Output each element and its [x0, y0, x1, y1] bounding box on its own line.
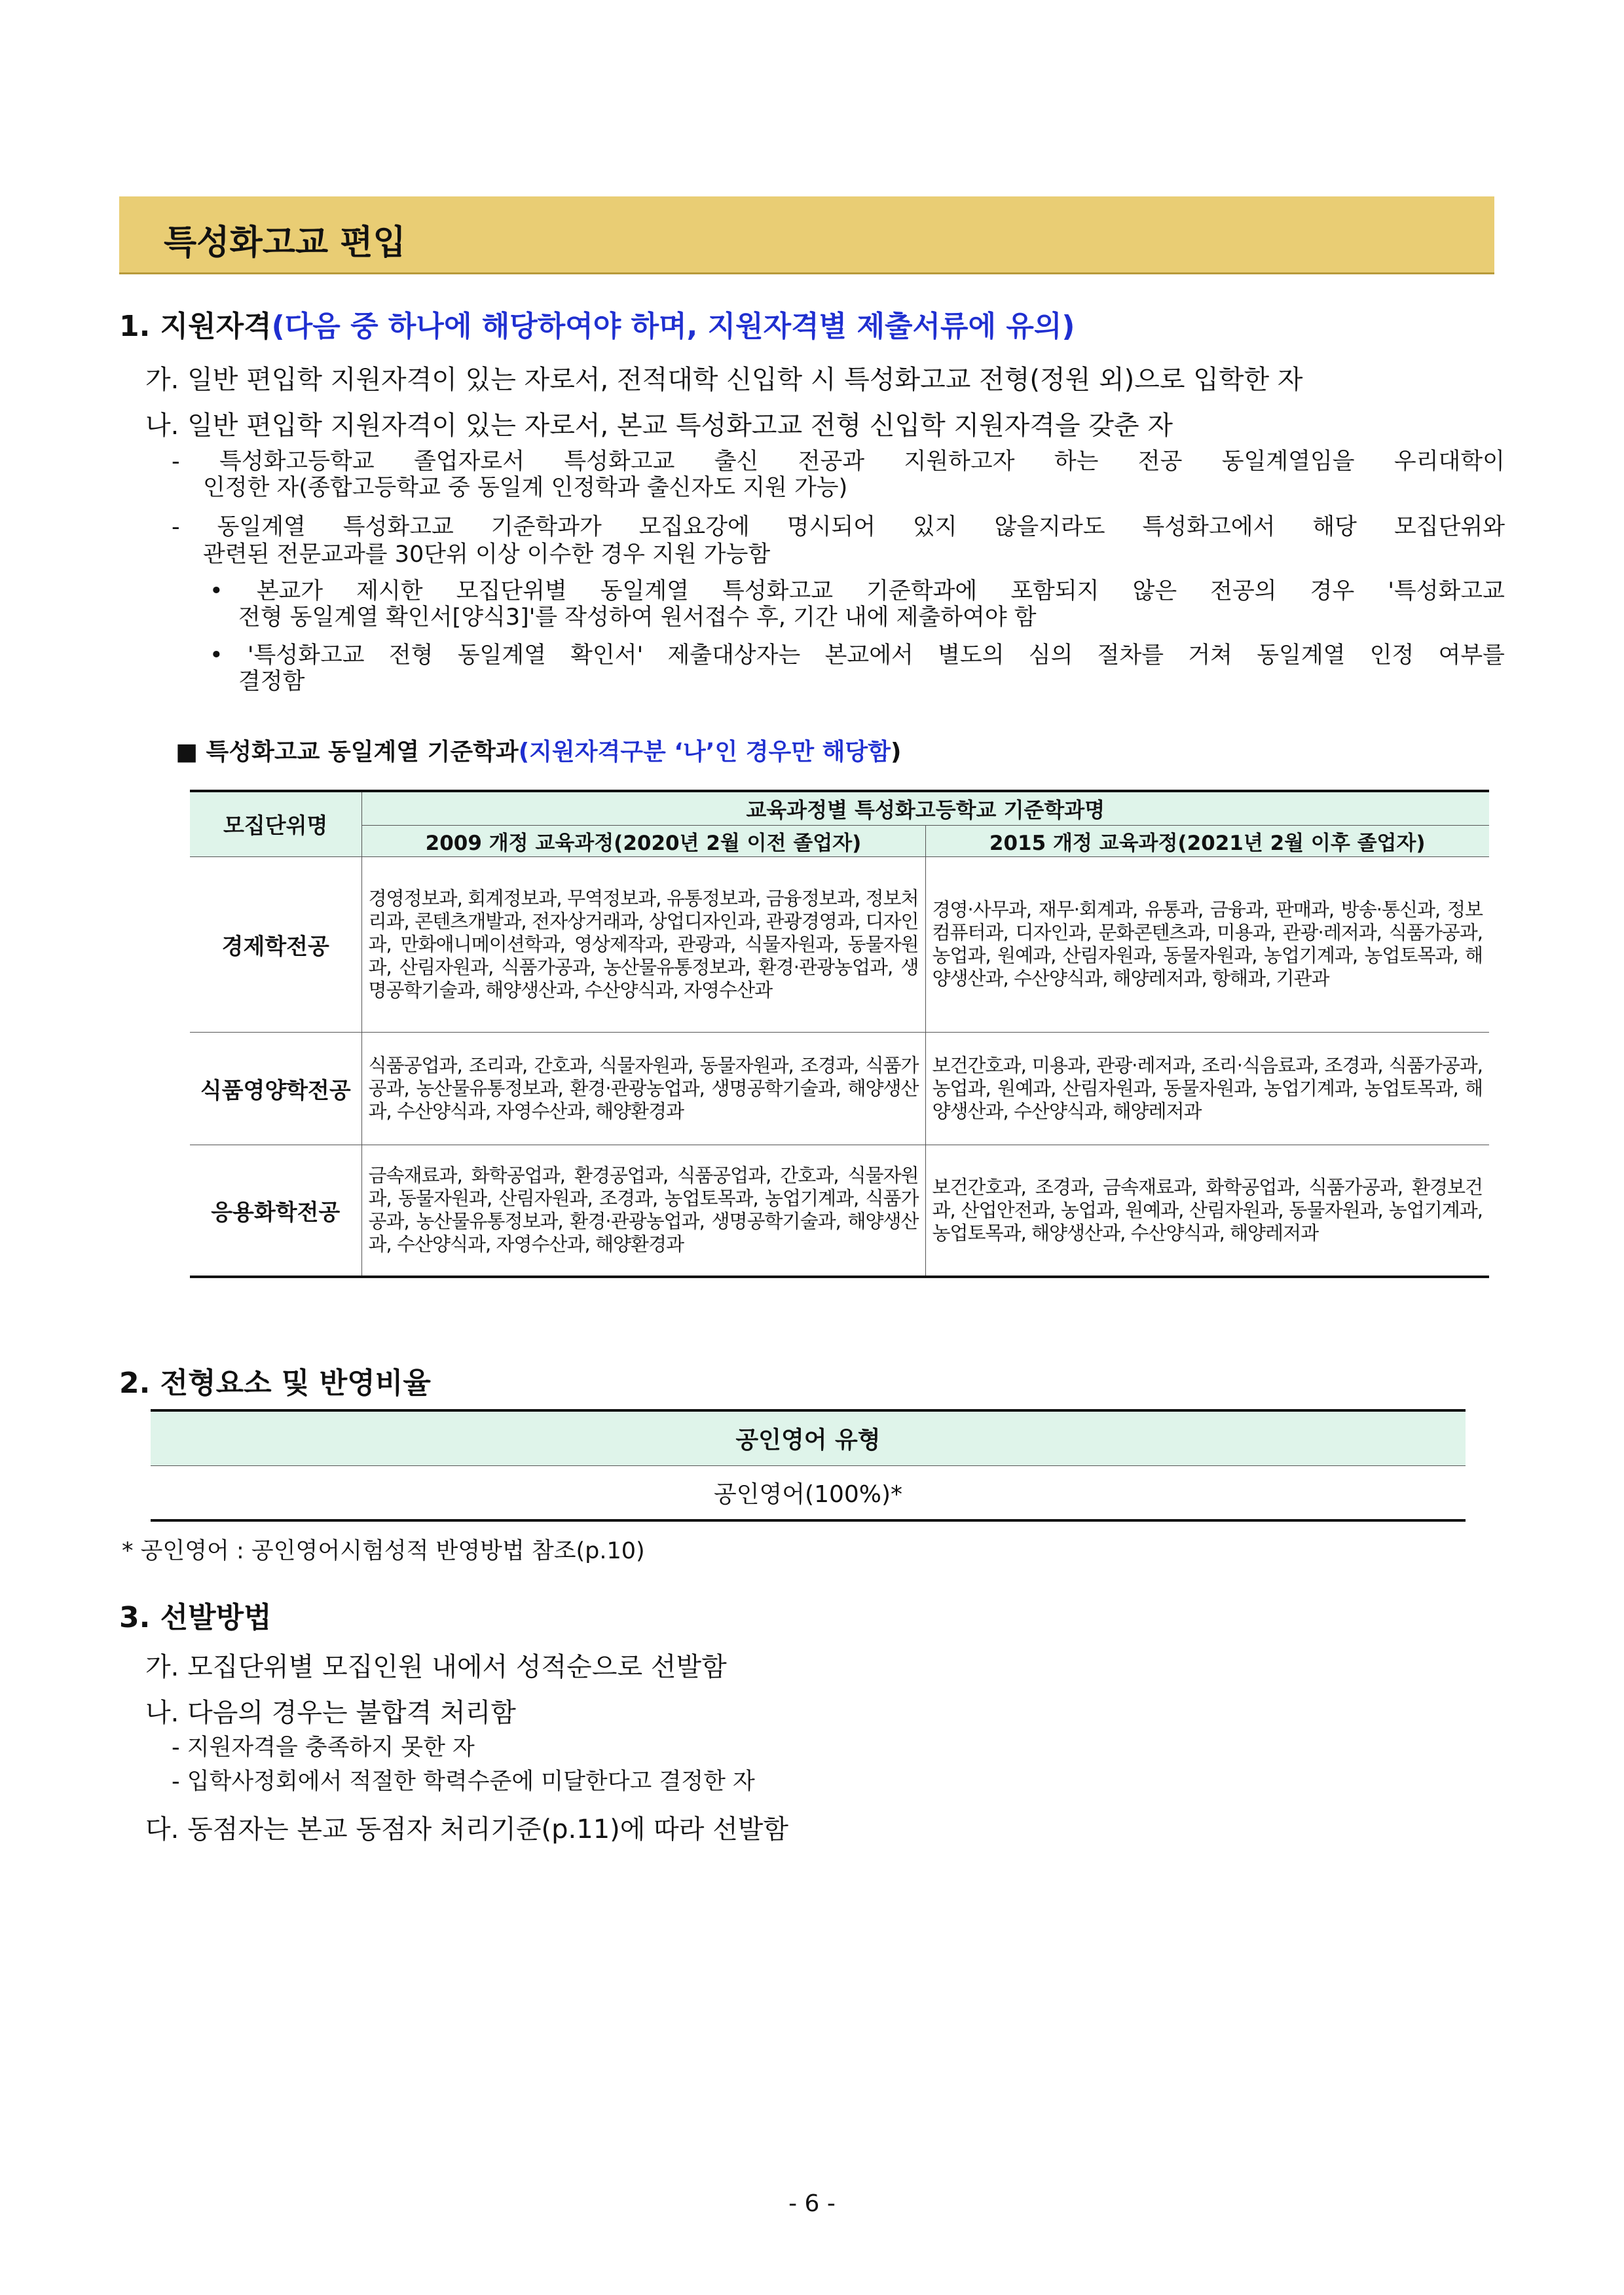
- section3-heading: 3. 선발방법: [119, 1601, 272, 1634]
- section1-item-na: 나. 일반 편입학 지원자격이 있는 자로서, 본교 특성화고교 전형 신입학 지원자격을 갖춘 자: [145, 411, 1173, 441]
- table1-caption-close: ): [890, 739, 902, 765]
- section1-dash2-line1: - 동일계열 특성화고교 기준학과가 모집요강에 명시되어 있지 않을지라도 특성화고에서 해당 모집단위와: [172, 514, 1505, 540]
- table1-2009-cell: 경영정보과, 회계정보과, 무역정보과, 유통정보과, 금융정보과, 정보처리과, 콘텐츠개발과, 전자상거래과, 상업디자인과, 관광경영과, 디자인과, 만화애니메이션학과, 영상제작과, 관광과, 식물자원과, 동물자원과, 산림자원과, 식품가공과, 농산물유통정보과, 환경·관광농업과, 생명공학기술과, 해양생산과, 수산양식과, 자영수산과: [361, 856, 925, 1032]
- table1-caption-note: (지원자격구분 ‘나’인 경우만 해당함: [518, 739, 891, 765]
- section3-dash1: - 지원자격을 충족하지 못한 자: [172, 1735, 475, 1761]
- table1-unit-cell: 응용화학전공: [190, 1145, 361, 1277]
- section1-heading: [119, 303, 1075, 344]
- table1-2015-cell: 보건간호과, 조경과, 금속재료과, 화학공업과, 식품가공과, 환경보건과, 산업안전과, 농업과, 원예과, 산림자원과, 동물자원과, 농업기계과, 농업토목과, 해양생산과, 수산양식과, 해양레저과: [925, 1145, 1489, 1277]
- table1-2015-cell: 경영·사무과, 재무·회계과, 유통과, 금융과, 판매과, 방송·통신과, 정보컴퓨터과, 디자인과, 문화콘텐츠과, 미용과, 관광·레저과, 식품가공과, 농업과, 원예과, 산림자원과, 동물자원과, 농업기계과, 농업토목과, 해양생산과, 수산양식과, 해양레저과, 항해과, 기관과: [925, 856, 1489, 1032]
- section1-dash1-line1: - 특성화고등학교 졸업자로서 특성화고교 출신 전공과 지원하고자 하는 전공 동일계열임을 우리대학이: [172, 449, 1505, 475]
- table1-header-2015: 2015 개정 교육과정(2021년 2월 이후 졸업자): [925, 825, 1489, 856]
- table-row: [190, 1145, 1489, 1277]
- table2-header: 공인영어 유형: [151, 1410, 1466, 1465]
- section3-dash2: - 입학사정회에서 적절한 학력수준에 미달한다고 결정한 자: [172, 1769, 755, 1795]
- table1-header-unit: 모집단위명: [190, 791, 361, 856]
- table2-ratio: [151, 1409, 1466, 1522]
- section3-item-ga: 가. 모집단위별 모집인원 내에서 성적순으로 선발함: [145, 1652, 727, 1682]
- table-row: [190, 1032, 1489, 1145]
- page-number: - 6 -: [788, 2190, 836, 2217]
- table1-unit-cell: 경제학전공: [190, 856, 361, 1032]
- table1-2009-cell: 금속재료과, 화학공업과, 환경공업과, 식품공업과, 간호과, 식물자원과, 동물자원과, 산림자원과, 조경과, 농업토목과, 농업기계과, 식품가공과, 농산물유통정보과, 환경·관광농업과, 생명공학기술과, 해양생산과, 수산양식과, 자영수산과, 해양환경과: [361, 1145, 925, 1277]
- section1-heading-number: 1. 지원자격: [119, 310, 272, 343]
- section3-item-da: 다. 동점자는 본교 동점자 처리기준(p.11)에 따라 선발함: [145, 1814, 789, 1845]
- section2-heading: 2. 전형요소 및 반영비율: [119, 1367, 431, 1400]
- section1-dash2-line2: 관련된 전문교과를 30단위 이상 이수한 경우 지원 가능함: [203, 542, 771, 568]
- section1-bullet1-line1: • 본교가 제시한 모집단위별 동일계열 특성화고교 기준학과에 포함되지 않은 전공의 경우 '특성화고교: [210, 578, 1505, 604]
- table2-value: 공인영어(100%)*: [151, 1465, 1466, 1520]
- section1-item-ga: 가. 일반 편입학 지원자격이 있는 자로서, 전적대학 신입학 시 특성화고교 전형(정원 외)으로 입학한 자: [145, 365, 1303, 395]
- table1-unit-cell: 식품영양학전공: [190, 1032, 361, 1145]
- section1-bullet2-line1: • '특성화고교 전형 동일계열 확인서' 제출대상자는 본교에서 별도의 심의 절차를 거쳐 동일계열 인정 여부를: [210, 642, 1505, 669]
- section1-bullet2-line2: 결정함: [238, 669, 305, 695]
- table1-header-2009: 2009 개정 교육과정(2020년 2월 이전 졸업자): [361, 825, 925, 856]
- section1-bullet1-line2: 전형 동일계열 확인서[양식3]'를 작성하여 원서접수 후, 기간 내에 제출하여야 함: [238, 604, 1037, 631]
- table1-caption-prefix: ■ 특성화고교 동일계열 기준학과: [175, 739, 519, 765]
- section1-heading-note: (다음 중 하나에 해당하여야 하며, 지원자격별 제출서류에 유의): [271, 310, 1075, 343]
- table1-2009-cell: 식품공업과, 조리과, 간호과, 식물자원과, 동물자원과, 조경과, 식품가공과, 농산물유통정보과, 환경·관광농업과, 생명공학기술과, 해양생산과, 수산양식과, 자영수산과, 해양환경과: [361, 1032, 925, 1145]
- section3-item-na: 나. 다음의 경우는 불합격 처리함: [145, 1698, 516, 1728]
- section1-dash1-line2: 인정한 자(종합고등학교 중 동일계 인정학과 출신자도 지원 가능): [203, 475, 848, 501]
- table1-caption: [175, 739, 901, 766]
- table-row: [190, 856, 1489, 1032]
- section-banner: [119, 196, 1494, 274]
- section2-footnote: * 공인영어 : 공인영어시험성적 반영방법 참조(p.10): [122, 1538, 645, 1564]
- banner-title: 특성화고교 편입: [164, 223, 406, 263]
- table1-departments: [190, 790, 1489, 1278]
- table1-header-group: 교육과정별 특성화고등학교 기준학과명: [361, 791, 1489, 825]
- table1-2015-cell: 보건간호과, 미용과, 관광·레저과, 조리·식음료과, 조경과, 식품가공과, 농업과, 원예과, 산림자원과, 동물자원과, 농업기계과, 농업토목과, 해양생산과, 수산양식과, 해양레저과: [925, 1032, 1489, 1145]
